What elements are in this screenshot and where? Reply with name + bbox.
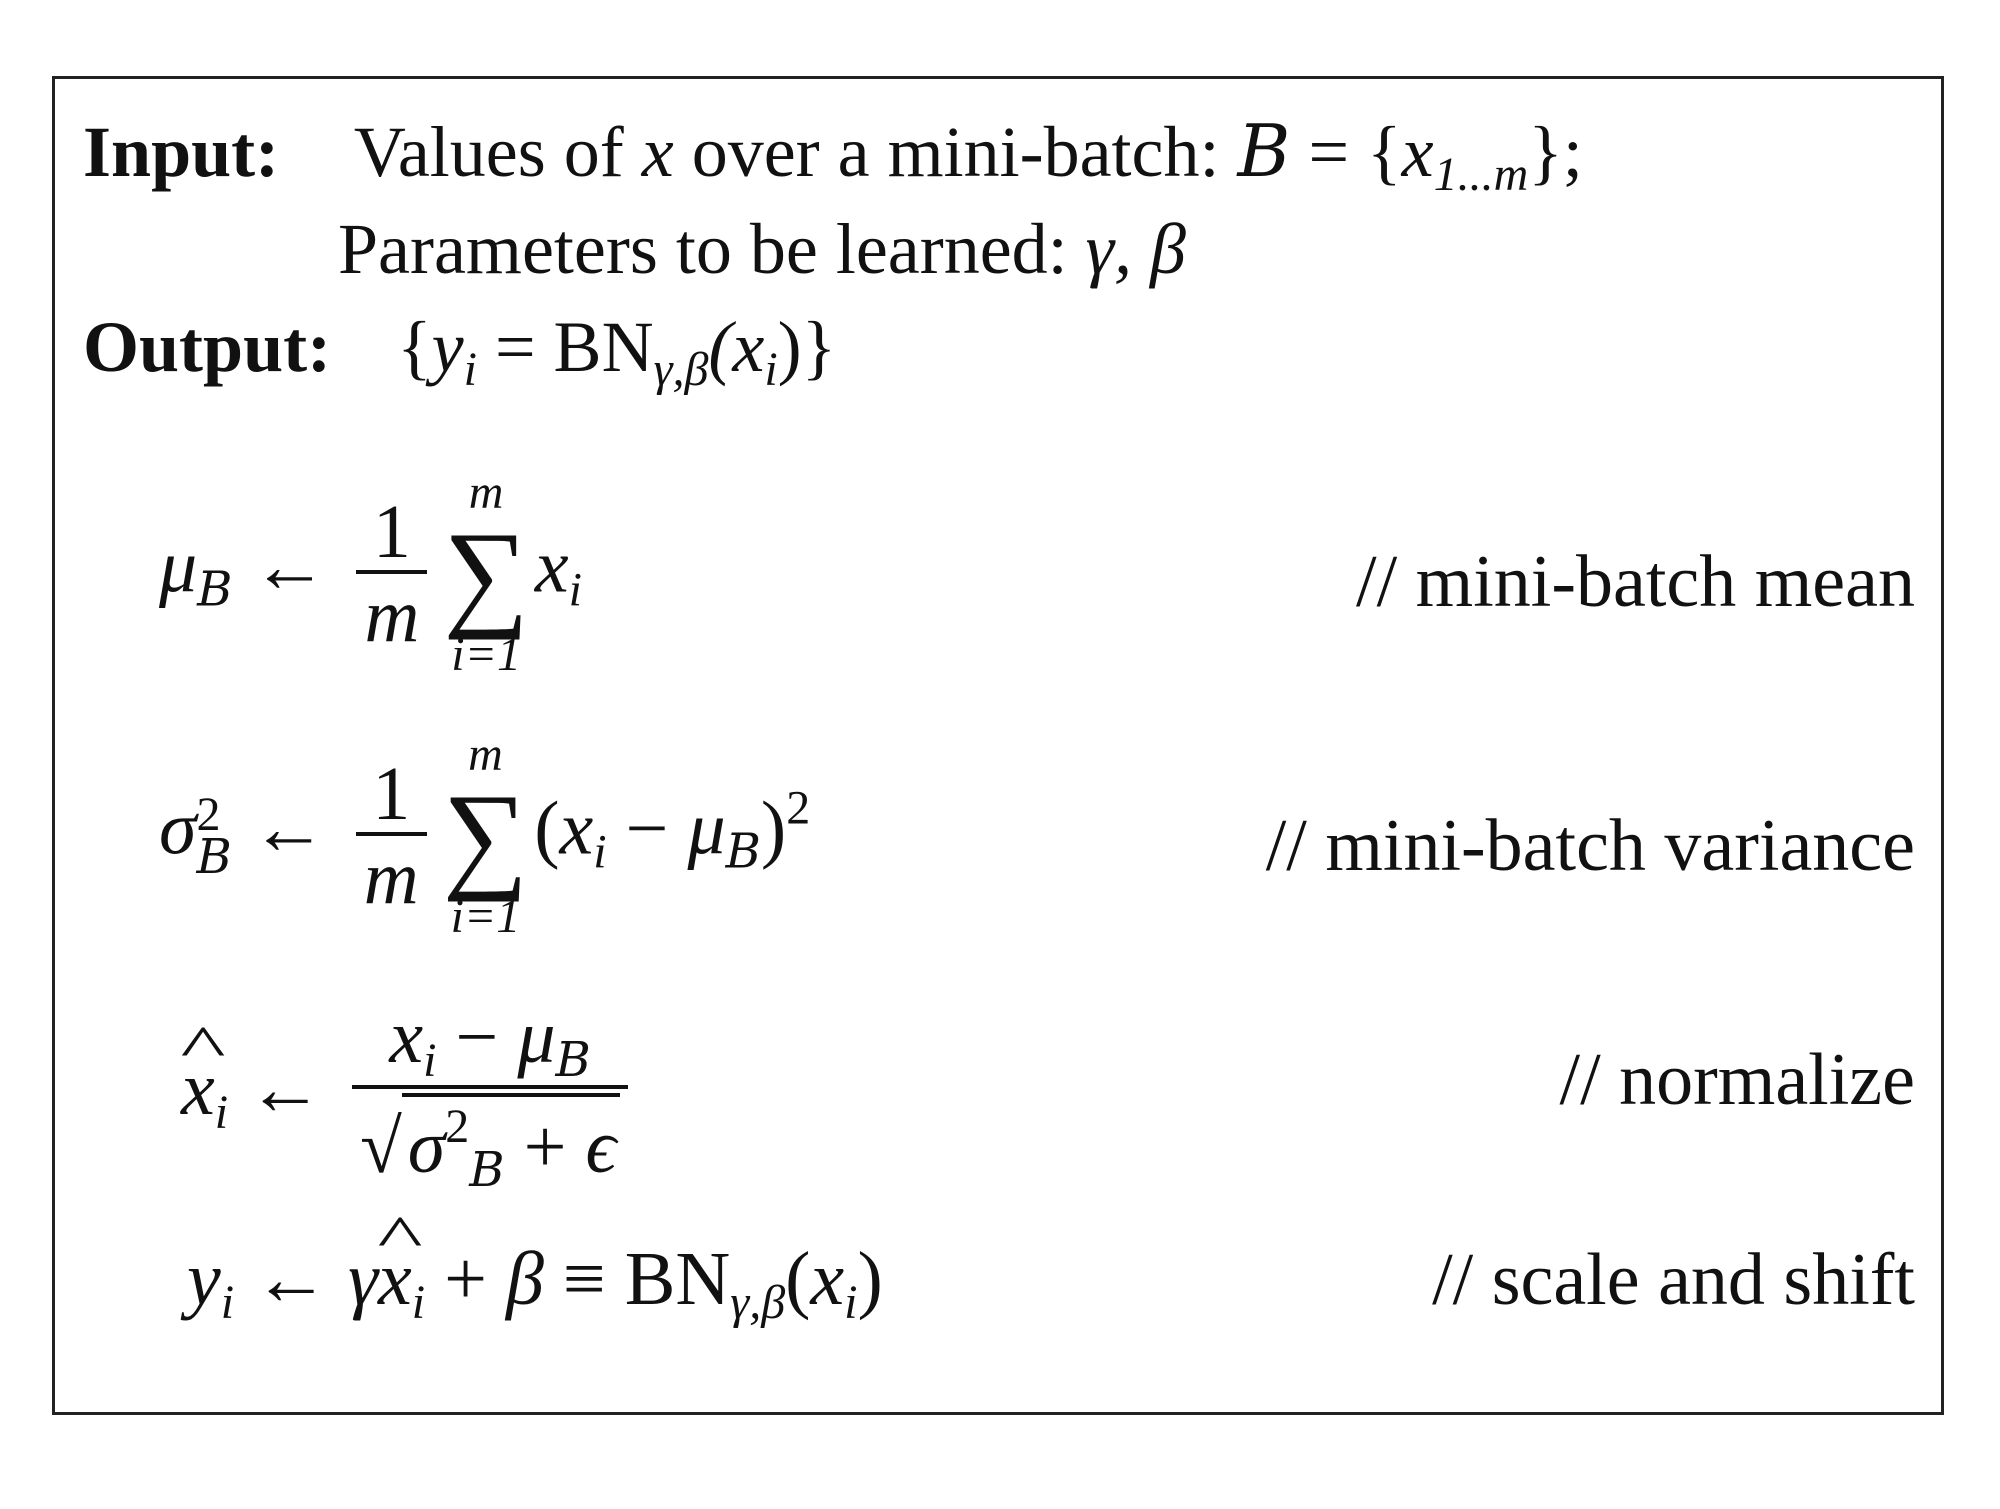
scale-shift-equation	[187, 1237, 883, 1329]
batch-subscript: B	[725, 823, 761, 880]
rparen: )	[857, 1237, 883, 1321]
minus: −	[436, 995, 518, 1079]
comment-scale-shift: // scale and shift	[1432, 1239, 1915, 1321]
radical-sign: √	[360, 1105, 402, 1189]
radicand	[402, 1093, 620, 1198]
sigma-symbol: σ	[407, 1105, 446, 1189]
denominator: m	[356, 832, 427, 916]
sqrt-icon	[360, 1093, 620, 1198]
output-arg: (x	[708, 307, 765, 387]
input-text-1: Values of	[353, 112, 642, 192]
x-var: x	[559, 786, 594, 871]
equiv-bn: ≡ BN	[543, 1237, 731, 1321]
numerator: 1	[372, 752, 411, 836]
i-sub: i	[214, 1085, 229, 1139]
output-y: y	[431, 307, 464, 387]
epsilon: ϵ	[585, 1105, 617, 1189]
input-line	[83, 109, 1583, 201]
mu-symbol: μ	[517, 995, 556, 1079]
denominator	[352, 1085, 628, 1198]
i-sub: i	[411, 1276, 426, 1329]
numerator	[352, 995, 628, 1088]
sum-lower: i=1	[450, 890, 521, 943]
y-var: y	[187, 1237, 221, 1321]
lparen: (	[785, 1237, 811, 1321]
x-var: x	[389, 995, 424, 1079]
input-label: Input:	[83, 112, 280, 192]
x-hat: ^ x	[378, 1241, 412, 1317]
denominator: m	[356, 570, 427, 654]
batch-subscript: B	[196, 829, 232, 885]
fraction	[356, 490, 427, 658]
square-sup: 2	[445, 1100, 470, 1153]
i-sub: i	[568, 563, 582, 617]
output-label: Output:	[83, 307, 332, 387]
variance-equation	[159, 728, 811, 943]
batch-subscript: B	[555, 1032, 591, 1088]
summation	[442, 728, 529, 943]
gamma: γ	[348, 1237, 379, 1321]
output-eq: = BN	[476, 307, 654, 387]
i-sub: i	[593, 825, 607, 879]
output-arg-i: i	[764, 343, 778, 396]
square-sup: 2	[786, 781, 811, 835]
params-vars: γ, β	[1085, 209, 1186, 289]
batch-def: = {	[1290, 112, 1402, 192]
comment-mean: // mini-batch mean	[1356, 541, 1915, 623]
params-line	[338, 209, 1186, 289]
output-line	[83, 307, 837, 396]
batch-subscript: B	[469, 1142, 505, 1198]
square-sup: 2	[196, 787, 221, 841]
batch-var: x	[1401, 112, 1434, 192]
output-close: )}	[777, 307, 837, 387]
fraction	[356, 752, 427, 920]
x-hat: ^ x	[181, 1051, 215, 1127]
numerator: 1	[372, 490, 411, 574]
input-text-2: over a mini-batch:	[673, 112, 1238, 192]
fraction	[352, 995, 628, 1198]
beta: β	[505, 1237, 544, 1321]
lparen: (	[534, 786, 560, 871]
rparen: )	[760, 786, 787, 871]
output-i: i	[463, 343, 477, 396]
sigma-symbol: σ	[159, 786, 197, 871]
output-open: {	[397, 307, 432, 387]
summation	[443, 466, 529, 681]
plus: +	[504, 1105, 586, 1189]
minus: −	[606, 786, 688, 871]
x-var: x	[810, 1237, 845, 1321]
assign-arrow: ←	[251, 524, 328, 609]
batch-symbol: B	[1237, 109, 1291, 193]
i-sub: i	[220, 1276, 235, 1329]
comment-variance: // mini-batch variance	[1265, 805, 1915, 887]
mu-symbol: μ	[159, 524, 198, 609]
assign-arrow: ←	[250, 786, 327, 871]
batch-subscript: B	[197, 561, 233, 618]
normalize-equation	[181, 995, 638, 1198]
batch-sub: 1...m	[1433, 148, 1529, 201]
sigma-sum-icon: ∑	[442, 769, 529, 902]
mu-symbol: μ	[687, 786, 726, 871]
input-var: x	[641, 112, 674, 192]
algorithm-box	[52, 76, 1944, 1415]
bn-sub: γ,β	[730, 1276, 786, 1329]
output-sub: γ,β	[653, 343, 709, 396]
assign-arrow: ←	[247, 1046, 324, 1131]
i-sub: i	[844, 1276, 858, 1329]
plus: +	[425, 1237, 506, 1321]
x-var: x	[534, 524, 569, 609]
sum-upper: m	[468, 466, 504, 519]
assign-arrow: ←	[253, 1237, 330, 1321]
comment-normalize: // normalize	[1559, 1039, 1915, 1121]
params-text: Parameters to be learned:	[338, 209, 1086, 289]
sum-lower: i=1	[451, 628, 521, 681]
sigma-sum-icon: ∑	[443, 507, 529, 640]
mean-equation	[159, 466, 582, 681]
batch-close: };	[1528, 112, 1583, 192]
sum-upper: m	[468, 728, 503, 781]
i-sub: i	[423, 1034, 437, 1087]
